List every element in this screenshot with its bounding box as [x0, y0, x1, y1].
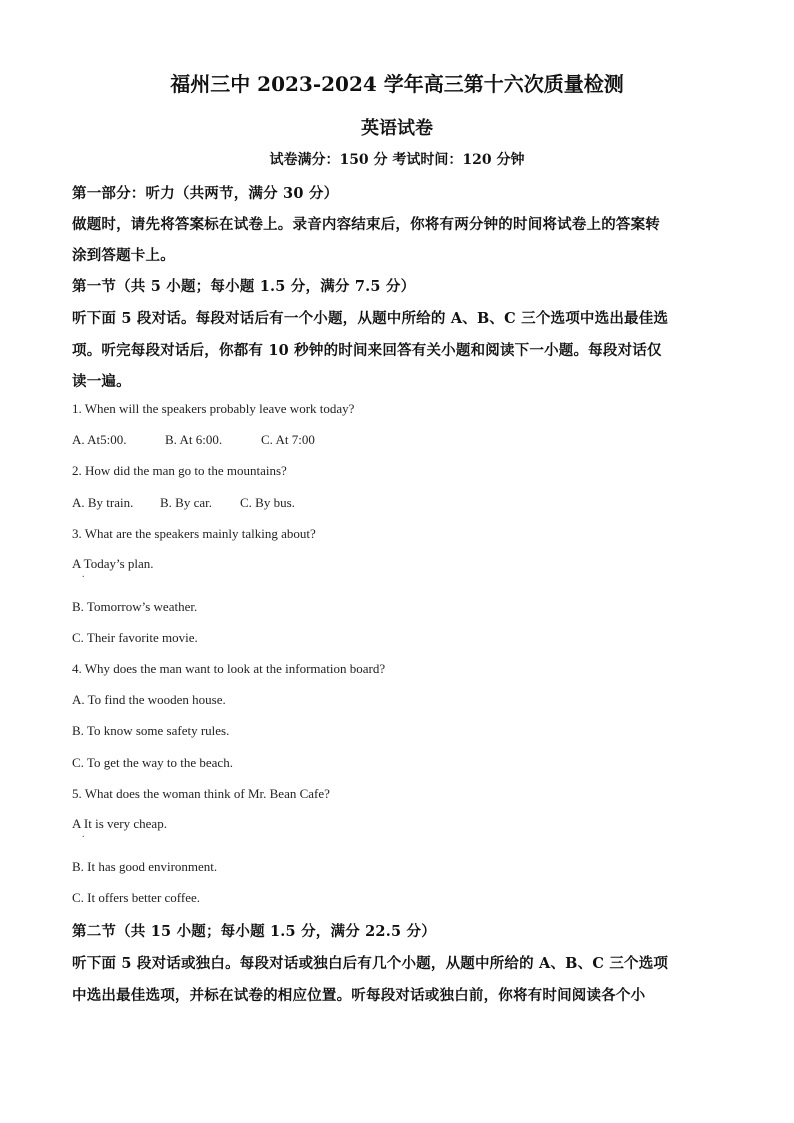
exam-title: 福州三中 2023-2024 学年高三第十六次质量检测	[170, 72, 624, 96]
part1-instruction-line2: 涂到答题卡上。	[72, 247, 175, 264]
section2-instruction-line1: 听下面 5 段对话或独白。每段对话或独白后有几个小题，从题中所给的 A、B、C 三个选项	[72, 955, 669, 972]
question-1-options	[72, 432, 315, 448]
question-2-stem: 2. How did the man go to the mountains?	[72, 463, 287, 478]
part1-instruction-line1: 做题时，请先将答案标在试卷上。录音内容结束后，你将有两分钟的时间将试卷上的答案转	[72, 216, 660, 233]
exam-subtitle: 英语试卷	[361, 118, 433, 139]
question-3-option-b: B. Tomorrow’s weather.	[72, 599, 198, 614]
question-2-option-a: A. By train.	[72, 495, 134, 510]
question-2-option-b: B. By car.	[160, 495, 212, 510]
question-1-option-c: C. At 7:00	[261, 432, 315, 447]
question-2-option-c: C. By bus.	[240, 495, 295, 510]
question-1-option-a: A. At5:00.	[72, 432, 127, 447]
question-3-option-c: C. Their favorite movie.	[72, 630, 198, 645]
question-3-stem: 3. What are the speakers mainly talking about?	[72, 526, 316, 541]
section1-instruction-line3: 读一遍。	[72, 373, 131, 390]
question-1-stem: 1. When will the speakers probably leave work today?	[72, 401, 355, 416]
scan-dot-mark: .	[82, 569, 85, 580]
question-5-option-a: A It is very cheap.	[72, 816, 167, 831]
section1-instruction-line2: 项。听完每段对话后，你都有 10 秒钟的时间来回答有关小题和阅读下一小题。每段对话仅	[72, 342, 662, 359]
section1-instruction-line1: 听下面 5 段对话。每段对话后有一个小题，从题中所给的 A、B、C 三个选项中选出最佳选	[72, 310, 669, 327]
question-2-options	[72, 495, 295, 511]
scan-dot-mark: .	[82, 829, 85, 840]
question-4-option-a: A. To find the wooden house.	[72, 692, 226, 707]
section2-heading: 第二节（共 15 小题；每小题 1.5 分，满分 22.5 分）	[72, 923, 436, 940]
question-5-option-c: C. It offers better coffee.	[72, 890, 201, 905]
question-4-option-c: C. To get the way to the beach.	[72, 755, 233, 770]
question-4-stem: 4. Why does the man want to look at the information board?	[72, 661, 386, 676]
exam-info: 试卷满分：150 分 考试时间：120 分钟	[269, 152, 525, 168]
part1-heading: 第一部分：听力（共两节，满分 30 分）	[72, 185, 339, 202]
section2-instruction-line2: 中选出最佳选项，并标在试卷的相应位置。听每段对话或独白前，你将有时间阅读各个小	[72, 987, 646, 1004]
question-4-option-b: B. To know some safety rules.	[72, 723, 230, 738]
question-5-option-b: B. It has good environment.	[72, 859, 218, 874]
section1-heading: 第一节（共 5 小题；每小题 1.5 分，满分 7.5 分）	[72, 278, 416, 295]
question-3-option-a: A Today’s plan.	[72, 556, 154, 571]
question-1-option-b: B. At 6:00.	[165, 432, 223, 447]
question-5-stem: 5. What does the woman think of Mr. Bean Cafe?	[72, 786, 330, 801]
